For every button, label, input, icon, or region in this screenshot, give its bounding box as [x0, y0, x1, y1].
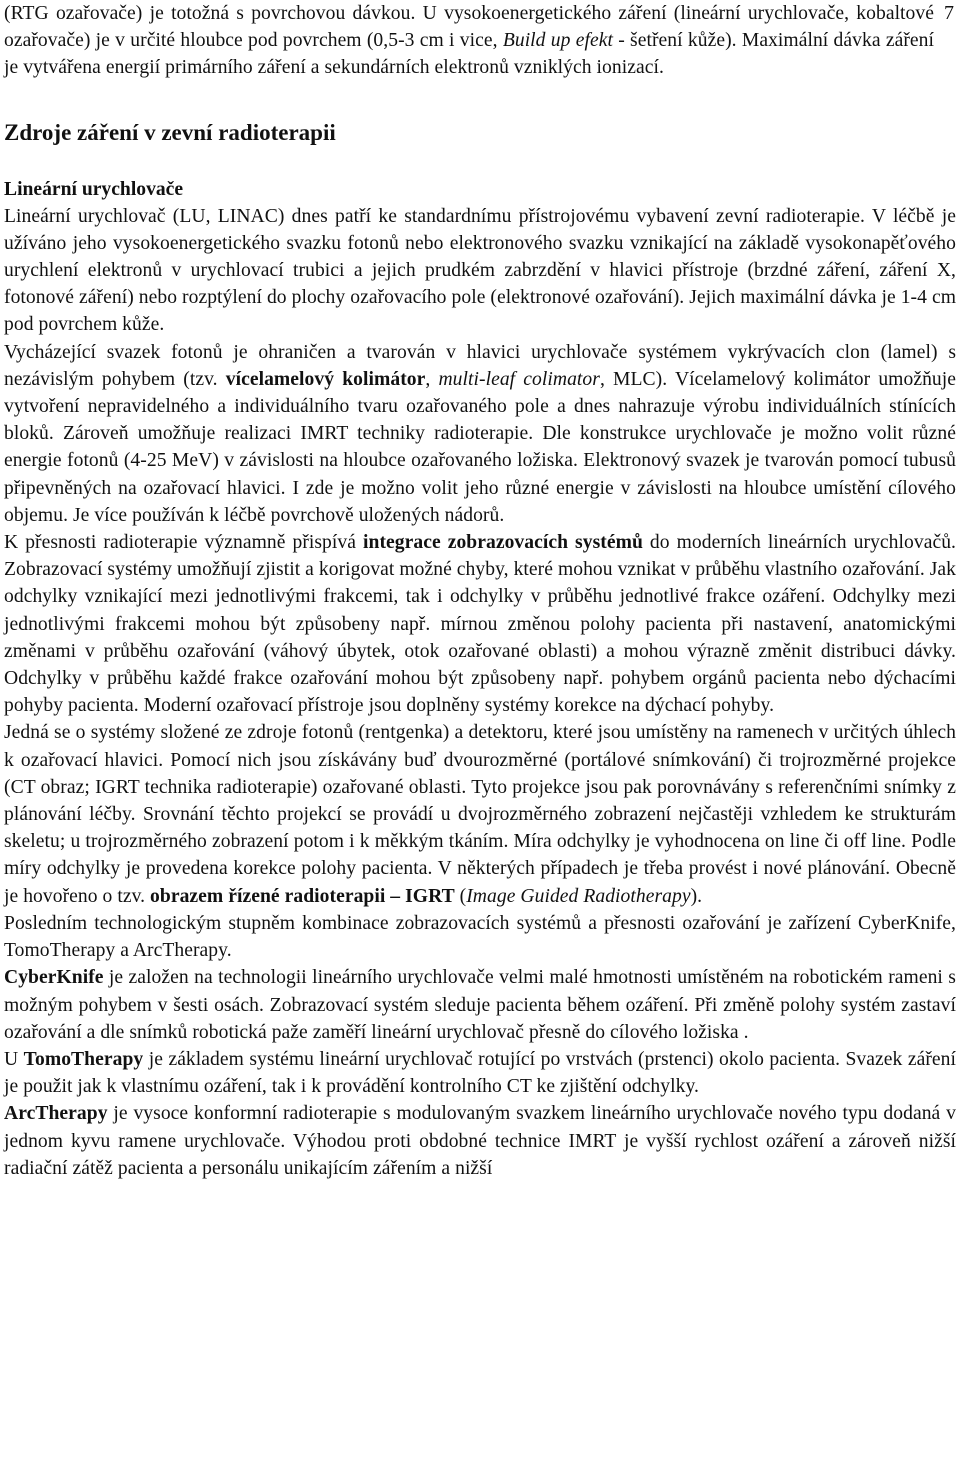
- paragraph-mlc: [4, 339, 956, 529]
- intro-italic-term: Build up efekt: [502, 30, 613, 52]
- intro-text: (RTG ozařovače) je totožná s povrchovou dávkou. U vysokoenergetického záření (lineární urychlovače, kobaltové ozařovače) je v určité hloubce pod povrchem (0,5-3 cm i vice,: [4, 3, 934, 52]
- tomotherapy-text: je základem systému lineární urychlovač rotující po vrstvách (prstenci) okolo pacienta. Svazek záření je použit jak k vlastnímu ozáření, tak i k provádění kontrolního CT ke zjištění odchylky.: [4, 1048, 956, 1098]
- imaging-text-end: do moderních lineárních urychlovačů. Zobrazovací systémy umožňují zjistit a korigovat možné chyby, které mohou vznikat v průběhu vlastního ozařování. Jak odchylky vznikající mezi jednotlivými frakcemi, tak i odchylky v průběhu jednotlivé frakce ozáření. Odchylky mezi jednotlivými frakcemi mohou být způsobeny např. mírnou změnou polohy pacienta při nastavení, anatomickými změnami v průběhu ozařování (váhový úbytek, otok ozařované oblasti) a mohou výrazně změnit distribuci dávky. Odchylky v průběhu každé frakce ozařování mohou být způsobeny např. pohybem orgánů pacienta nebo dýchacími pohyby pacienta. Moderní ozařovací přístroje jsou doplněny systémy korekce na dýchací pohyby.: [4, 532, 956, 717]
- mlc-text-end: , MLC). Vícelamelový kolimátor umožňuje vytvoření nepravidelného a individuálního tvaru ozařovaného pole a dnes nahrazuje výrobu individuálních stínících bloků. Zároveň umožňuje realizaci IMRT techniky radioterapie. Dle konstrukce urychlovače je možno volit různé energie fotonů (4-25 MeV) v závislosti na hloubce ozařovaného ložiska. Elektronový svazek je tvarován pomocí tubusů připevněných na ozařovací hlavici. I zde je možno volit jeho různé energie v závislosti na hloubce umístění cílového objemu. Je více používán k léčbě povrchově uložených nádorů.: [4, 368, 957, 526]
- mlc-text: Vycházející svazek fotonů je ohraničen a tvarován v hlavici urychlovače systémem vykrývacích clon (lamel) s nezávislým pohybem (tzv.: [4, 341, 956, 390]
- imaging-text: K přesnosti radioterapie významně přispívá: [4, 532, 363, 554]
- tomotherapy-bold-term: TomoTherapy: [23, 1048, 144, 1070]
- mlc-bold-term: vícelamelový kolimátor: [225, 368, 426, 390]
- paragraph-tomotherapy: [4, 1046, 956, 1100]
- paragraph-linac: Lineární urychlovač (LU, LINAC) dnes patří ke standardnímu přístrojovému vybavení zevní radioterapie. V léčbě je užíváno jeho vysokoenergetického svazku fotonů nebo elektronového svazku vznikající na základě vysokonapěťového urychlení elektronů v urychlovací trubici a jejich prudkém zabrzdění v hlavici přístroje (brzdné záření, záření X, fotonové záření) nebo rozptýlení do plochy ozařovacího pole (elektronové ozařování). Jejich maximální dávka je 1-4 cm pod povrchem kůže.: [4, 205, 956, 336]
- imaging-bold-term: integrace zobrazovacích systémů: [363, 532, 643, 554]
- cyberknife-bold-term: CyberKnife: [4, 967, 104, 989]
- cyberknife-text: je založen na technologii lineárního urychlovače velmi malé hmotnosti umístěném na robotickém rameni s možným pohybem v šesti osách. Zobrazovací systém sleduje pacienta během ozáření. Při změně polohy systém zastaví ozařování a dle snímků robotická paže zaměří lineární urychlovač přesně do cílového ložiska .: [4, 967, 956, 1043]
- section-heading: Zdroje záření v zevní radioterapii: [4, 119, 336, 145]
- paragraph-arctherapy: [4, 1100, 956, 1182]
- page-number: 7: [944, 2, 954, 24]
- mlc-separator: ,: [425, 368, 439, 390]
- intro-text-end: - šetření kůže). Maximální dávka záření je vytvářena energií primárního záření a sekundárních elektronů vzniklých ionizací.: [4, 30, 934, 79]
- igrt-text: Jedná se o systémy složené ze zdroje fotonů (rentgenka) a detektoru, které jsou umístěny na ramenech v určitých úhlech k ozařovací hlavici. Pomocí nich jsou získávány buď dvourozměrné (portálové snímkování) či trojrozměrné projekce (CT obraz; IGRT technika radioterapie) ozařované oblasti. Tyto projekce jsou pak porovnávány s referenčními snímky z plánování léčby. Srovnání těchto projekcí se provádí u dvojrozměrného zobrazení nejčastěji vzhledem ke strukturám skeletu; u trojrozměrného zobrazení potom i k měkkým tkáním. Míra odchylky je vyhodnocena on line či off line. Podle míry odchylky je provedena korekce polohy pacienta. V některých případech je třeba provést i nové plánování. Obecně je hovořeno o tzv.: [4, 722, 956, 907]
- tomotherapy-prefix: U: [4, 1048, 24, 1070]
- paragraph-imaging: [4, 529, 956, 719]
- igrt-italic-term: Image Guided Radiotherapy: [466, 885, 691, 907]
- arctherapy-bold-term: ArcTherapy: [4, 1103, 108, 1125]
- arctherapy-text: je vysoce konformní radioterapie s modulovaným svazkem lineárního urychlovače nového typu dodaná v jednom kyvu ramene urychlovače. Výhodou proti obdobné technice IMRT je vyšší rychlost ozáření a zároveň nižší radiační zátěž pacienta a personálu unikajícím zářením a nižší: [4, 1103, 956, 1179]
- igrt-text-end: ).: [690, 885, 703, 907]
- igrt-paren: (: [454, 885, 467, 907]
- subsection-heading: Lineární urychlovače: [4, 178, 184, 200]
- mlc-italic-term: multi-leaf colimator: [438, 368, 600, 390]
- paragraph-igrt: [4, 719, 956, 909]
- paragraph-technologies: Posledním technologickým stupněm kombinace zobrazovacích systémů a přesnosti ozařování je zařízení CyberKnife, TomoTherapy a ArcTherapy.: [4, 912, 956, 962]
- igrt-bold-term: obrazem řízené radioterapii – IGRT: [150, 885, 455, 907]
- intro-paragraph: [4, 0, 956, 82]
- paragraph-cyberknife: [4, 964, 956, 1046]
